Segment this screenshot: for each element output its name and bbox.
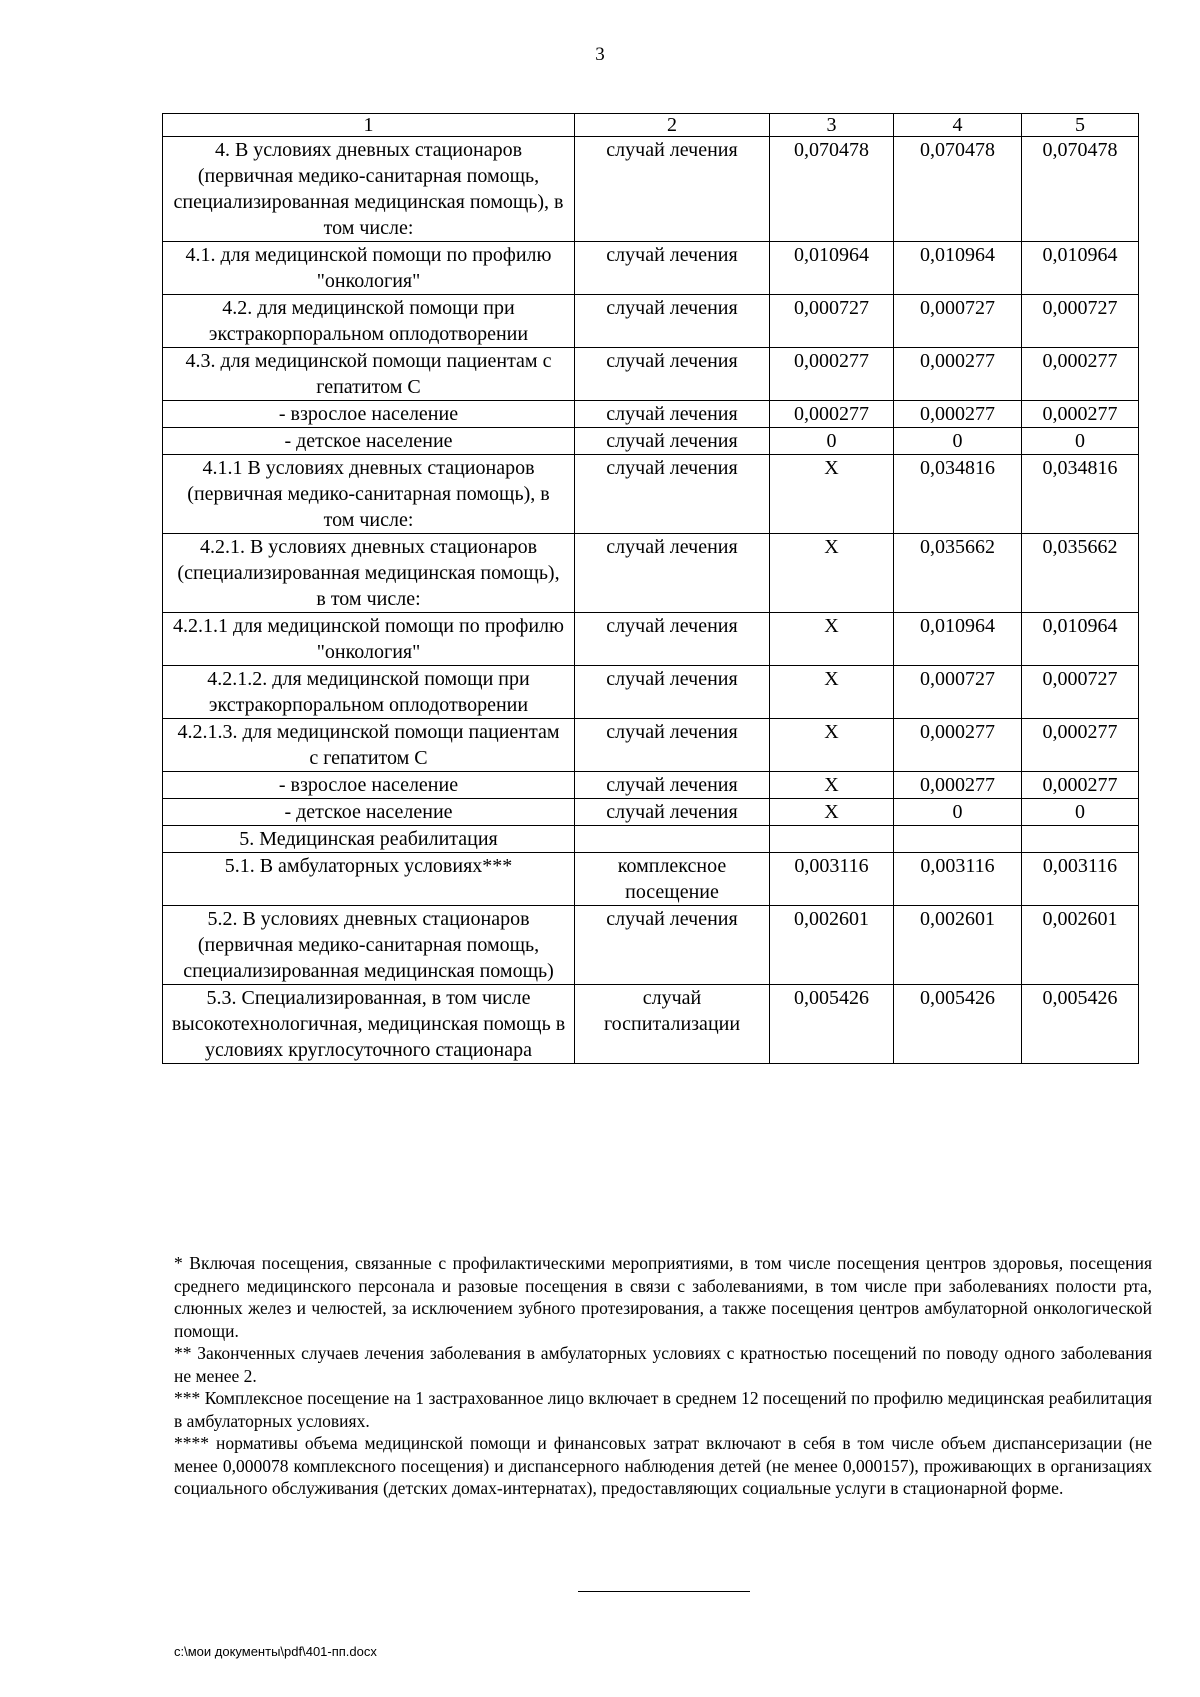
row-name-cell: 4.2.1.1 для медицинской помощи по профилю "онкология" xyxy=(163,613,575,666)
footnote-2: ** Законченных случаев лечения заболевания в амбулаторных условиях с кратностью посещений по поводу одного заболевания не менее 2. xyxy=(174,1343,1152,1386)
row-unit-cell: случай госпитализации xyxy=(575,985,770,1064)
table-header-row xyxy=(163,114,1139,137)
row-name-cell: 5.2. В условиях дневных стационаров (первичная медико-санитарная помощь, специализированная медицинская помощь) xyxy=(163,906,575,985)
table-row xyxy=(163,719,1139,772)
table-row xyxy=(163,348,1139,401)
header-cell: 1 xyxy=(163,114,575,137)
row-name-cell: 4.2.1. В условиях дневных стационаров (специализированная медицинская помощь), в том числе: xyxy=(163,534,575,613)
row-value-col5: 0,070478 xyxy=(1022,137,1139,242)
row-value-col5: 0,010964 xyxy=(1022,613,1139,666)
footnotes xyxy=(174,1252,1152,1500)
row-value-col5: 0,010964 xyxy=(1022,242,1139,295)
row-value-col3: Х xyxy=(770,613,894,666)
table-row xyxy=(163,295,1139,348)
table-row xyxy=(163,826,1139,853)
row-unit-cell xyxy=(575,826,770,853)
row-value-col4: 0,000727 xyxy=(894,666,1022,719)
row-value-col4: 0,005426 xyxy=(894,985,1022,1064)
row-value-col3: 0,000727 xyxy=(770,295,894,348)
table-row xyxy=(163,428,1139,455)
row-unit-cell: случай лечения xyxy=(575,242,770,295)
row-value-col3: 0,000277 xyxy=(770,348,894,401)
row-value-col4: 0,000277 xyxy=(894,719,1022,772)
row-name-cell: 4. В условиях дневных стационаров (первичная медико-санитарная помощь, специализированная медицинская помощь), в том числе: xyxy=(163,137,575,242)
footnote-divider xyxy=(578,1591,750,1592)
row-unit-cell: случай лечения xyxy=(575,534,770,613)
row-value-col3: 0,003116 xyxy=(770,853,894,906)
table-body xyxy=(163,114,1139,1064)
standards-table xyxy=(162,113,1139,1064)
row-value-col4: 0,010964 xyxy=(894,242,1022,295)
row-name-cell: 4.2.1.2. для медицинской помощи при экстракорпоральном оплодотворении xyxy=(163,666,575,719)
header-cell: 3 xyxy=(770,114,894,137)
page-number: 3 xyxy=(595,44,605,65)
row-value-col4: 0,000727 xyxy=(894,295,1022,348)
row-value-col4 xyxy=(894,826,1022,853)
footnote-1: * Включая посещения, связанные с профилактическими мероприятиями, в том числе посещения центров здоровья, посещения среднего медицинского персонала и разовые посещения в связи с заболеваниями, в том числе при заболеваниях полости рта, слюнных желез и челюстей, за исключением зубного протезирования, а также посещения центров амбулаторной онкологической помощи. xyxy=(174,1253,1152,1341)
row-unit-cell: случай лечения xyxy=(575,719,770,772)
row-value-col4: 0,003116 xyxy=(894,853,1022,906)
table-row xyxy=(163,799,1139,826)
row-name-cell: 4.2. для медицинской помощи при экстракорпоральном оплодотворении xyxy=(163,295,575,348)
row-name-cell: 4.1. для медицинской помощи по профилю "онкология" xyxy=(163,242,575,295)
header-cell: 4 xyxy=(894,114,1022,137)
table-row xyxy=(163,906,1139,985)
row-unit-cell: случай лечения xyxy=(575,295,770,348)
row-value-col3: Х xyxy=(770,666,894,719)
row-value-col3 xyxy=(770,826,894,853)
row-value-col4: 0,010964 xyxy=(894,613,1022,666)
row-unit-cell: случай лечения xyxy=(575,613,770,666)
row-value-col5: 0,035662 xyxy=(1022,534,1139,613)
row-value-col5: 0 xyxy=(1022,799,1139,826)
row-value-col5: 0,003116 xyxy=(1022,853,1139,906)
footnote-3: *** Комплексное посещение на 1 застрахованное лицо включает в среднем 12 посещений по профилю медицинская реабилитация в амбулаторных условиях. xyxy=(174,1388,1152,1431)
file-path: c:\мои документы\pdf\401-пп.docx xyxy=(174,1644,377,1659)
row-value-col3: Х xyxy=(770,534,894,613)
row-value-col4: 0,035662 xyxy=(894,534,1022,613)
row-name-cell: 4.1.1 В условиях дневных стационаров (первичная медико-санитарная помощь), в том числе: xyxy=(163,455,575,534)
row-name-cell: 5.1. В амбулаторных условиях*** xyxy=(163,853,575,906)
row-name-cell: 4.3. для медицинской помощи пациентам с гепатитом С xyxy=(163,348,575,401)
table-row xyxy=(163,772,1139,799)
row-value-col3: Х xyxy=(770,799,894,826)
footnote-4: **** нормативы объема медицинской помощи и финансовых затрат включают в себя в том числе объем диспансеризации (не менее 0,000078 комплексного посещения) и диспансерного наблюдения детей (не менее 0,000157), проживающих в организациях социального обслуживания (детских домах-интернатах), предоставляющих социальные услуги в стационарной форме. xyxy=(174,1433,1152,1498)
row-name-cell: - детское население xyxy=(163,799,575,826)
row-value-col4: 0 xyxy=(894,428,1022,455)
row-value-col5: 0,000727 xyxy=(1022,295,1139,348)
row-value-col5: 0,000277 xyxy=(1022,401,1139,428)
row-name-cell: 5.3. Специализированная, в том числе высокотехнологичная, медицинская помощь в условиях круглосуточного стационара xyxy=(163,985,575,1064)
table-row xyxy=(163,666,1139,719)
row-value-col4: 0,000277 xyxy=(894,772,1022,799)
row-value-col3: 0,070478 xyxy=(770,137,894,242)
row-unit-cell: случай лечения xyxy=(575,666,770,719)
row-value-col5: 0,000277 xyxy=(1022,348,1139,401)
row-value-col5: 0,000727 xyxy=(1022,666,1139,719)
row-unit-cell: случай лечения xyxy=(575,401,770,428)
header-cell: 2 xyxy=(575,114,770,137)
row-unit-cell: комплексное посещение xyxy=(575,853,770,906)
table-row xyxy=(163,534,1139,613)
row-unit-cell: случай лечения xyxy=(575,772,770,799)
row-value-col3: 0 xyxy=(770,428,894,455)
row-value-col5: 0,034816 xyxy=(1022,455,1139,534)
row-unit-cell: случай лечения xyxy=(575,137,770,242)
row-value-col3: Х xyxy=(770,719,894,772)
table-row xyxy=(163,613,1139,666)
row-value-col3: 0,000277 xyxy=(770,401,894,428)
row-value-col5: 0,002601 xyxy=(1022,906,1139,985)
row-value-col4: 0,070478 xyxy=(894,137,1022,242)
row-value-col3: 0,010964 xyxy=(770,242,894,295)
row-value-col3: Х xyxy=(770,455,894,534)
table-row xyxy=(163,401,1139,428)
row-name-cell: - детское население xyxy=(163,428,575,455)
row-value-col5: 0,000277 xyxy=(1022,719,1139,772)
row-value-col5 xyxy=(1022,826,1139,853)
row-value-col4: 0,002601 xyxy=(894,906,1022,985)
row-value-col4: 0,000277 xyxy=(894,401,1022,428)
row-value-col5: 0,000277 xyxy=(1022,772,1139,799)
table-row xyxy=(163,853,1139,906)
row-value-col5: 0 xyxy=(1022,428,1139,455)
row-unit-cell: случай лечения xyxy=(575,799,770,826)
row-value-col3: 0,005426 xyxy=(770,985,894,1064)
row-value-col4: 0,000277 xyxy=(894,348,1022,401)
row-name-cell: 5. Медицинская реабилитация xyxy=(163,826,575,853)
table-row xyxy=(163,455,1139,534)
row-unit-cell: случай лечения xyxy=(575,906,770,985)
row-name-cell: 4.2.1.3. для медицинской помощи пациентам с гепатитом С xyxy=(163,719,575,772)
row-name-cell: - взрослое население xyxy=(163,401,575,428)
table-row xyxy=(163,242,1139,295)
header-cell: 5 xyxy=(1022,114,1139,137)
row-unit-cell: случай лечения xyxy=(575,455,770,534)
row-value-col3: Х xyxy=(770,772,894,799)
row-unit-cell: случай лечения xyxy=(575,428,770,455)
table-row xyxy=(163,985,1139,1064)
row-value-col3: 0,002601 xyxy=(770,906,894,985)
row-value-col4: 0 xyxy=(894,799,1022,826)
row-name-cell: - взрослое население xyxy=(163,772,575,799)
row-value-col5: 0,005426 xyxy=(1022,985,1139,1064)
row-value-col4: 0,034816 xyxy=(894,455,1022,534)
row-unit-cell: случай лечения xyxy=(575,348,770,401)
table-row xyxy=(163,137,1139,242)
